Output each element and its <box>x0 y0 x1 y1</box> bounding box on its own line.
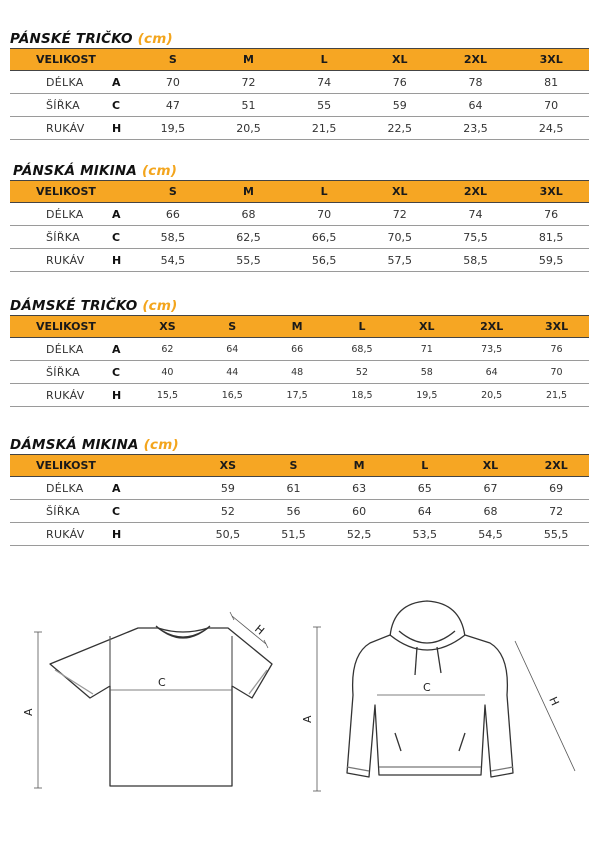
header-size: L <box>392 455 458 477</box>
cell: 66,5 <box>286 226 362 249</box>
header-size: XL <box>362 49 438 71</box>
table-section-mens-tshirt <box>10 30 589 140</box>
cell: 44 <box>200 361 265 384</box>
size-table-womens-tshirt <box>10 315 589 407</box>
header-size: L <box>286 181 362 203</box>
header-size: M <box>265 316 330 338</box>
cell: 58 <box>394 361 459 384</box>
cell: 74 <box>438 203 514 226</box>
cell: 22,5 <box>362 117 438 140</box>
row-label: DÉLKA <box>10 477 110 500</box>
label-c: C <box>423 681 431 694</box>
header-size: XL <box>458 455 524 477</box>
row-code: C <box>110 500 195 523</box>
row-code: A <box>110 203 135 226</box>
header-velikost: VELIKOST <box>10 316 135 338</box>
cell: 53,5 <box>392 523 458 546</box>
header-size: XL <box>362 181 438 203</box>
row-code: H <box>110 117 135 140</box>
section-title: PÁNSKÁ MIKINA (cm) <box>13 163 178 179</box>
cell: 50,5 <box>195 523 261 546</box>
tshirt-diagram <box>20 606 290 806</box>
cell: 54,5 <box>135 249 211 272</box>
row-code: A <box>110 71 135 94</box>
size-table-mens-tshirt <box>10 48 589 140</box>
table-row <box>10 249 589 272</box>
cell: 55,5 <box>523 523 589 546</box>
cell: 64 <box>459 361 524 384</box>
cell: 16,5 <box>200 384 265 407</box>
row-code: H <box>110 384 135 407</box>
row-label: RUKÁV <box>10 117 110 140</box>
cell: 78 <box>438 71 514 94</box>
cell: 64 <box>200 338 265 361</box>
cell: 55,5 <box>211 249 287 272</box>
cell: 66 <box>135 203 211 226</box>
cell: 67 <box>458 477 524 500</box>
cell: 54,5 <box>458 523 524 546</box>
cell: 55 <box>286 94 362 117</box>
row-label: DÉLKA <box>10 203 110 226</box>
row-code: C <box>110 361 135 384</box>
cell: 56,5 <box>286 249 362 272</box>
table-row <box>10 71 589 94</box>
cell: 52 <box>195 500 261 523</box>
header-size: S <box>135 49 211 71</box>
cell: 72 <box>523 500 589 523</box>
row-label: RUKÁV <box>10 249 110 272</box>
cell: 40 <box>135 361 200 384</box>
cell: 61 <box>261 477 327 500</box>
row-code: C <box>110 226 135 249</box>
row-label: DÉLKA <box>10 71 110 94</box>
cell: 72 <box>362 203 438 226</box>
header-size: 3XL <box>513 181 589 203</box>
cell: 59 <box>195 477 261 500</box>
row-label: ŠÍŘKA <box>10 361 110 384</box>
size-table-womens-hoodie <box>10 454 589 546</box>
cell: 70 <box>513 94 589 117</box>
header-size: S <box>200 316 265 338</box>
cell: 52 <box>330 361 395 384</box>
cell: 17,5 <box>265 384 330 407</box>
cell: 19,5 <box>135 117 211 140</box>
cell: 70 <box>135 71 211 94</box>
cell: 68,5 <box>330 338 395 361</box>
header-size: M <box>211 49 287 71</box>
cell: 58,5 <box>438 249 514 272</box>
row-code: A <box>110 477 195 500</box>
row-label: ŠÍŘKA <box>10 94 110 117</box>
cell: 56 <box>261 500 327 523</box>
cell: 81,5 <box>513 226 589 249</box>
cell: 62,5 <box>211 226 287 249</box>
cell: 69 <box>523 477 589 500</box>
cell: 68 <box>458 500 524 523</box>
cell: 76 <box>362 71 438 94</box>
cell: 70 <box>524 361 589 384</box>
hoodie-drawing <box>295 595 585 805</box>
label-c: C <box>158 676 166 689</box>
header-size: XL <box>394 316 459 338</box>
cell: 62 <box>135 338 200 361</box>
row-label: RUKÁV <box>10 523 110 546</box>
cell: 19,5 <box>394 384 459 407</box>
header-size: 3XL <box>513 49 589 71</box>
cell: 76 <box>513 203 589 226</box>
cell: 71 <box>394 338 459 361</box>
section-title: DÁMSKÉ TRIČKO (cm) <box>10 298 178 314</box>
table-section-mens-hoodie <box>10 162 589 272</box>
cell: 68 <box>211 203 287 226</box>
cell: 18,5 <box>330 384 395 407</box>
cell: 73,5 <box>459 338 524 361</box>
header-size: 2XL <box>438 181 514 203</box>
label-a: A <box>22 708 35 716</box>
cell: 57,5 <box>362 249 438 272</box>
size-table-mens-hoodie <box>10 180 589 272</box>
header-size: XS <box>135 316 200 338</box>
header-size: S <box>261 455 327 477</box>
cell: 76 <box>524 338 589 361</box>
label-a: A <box>301 715 314 723</box>
table-row <box>10 523 589 546</box>
table-section-womens-tshirt <box>10 297 589 407</box>
header-size: 2XL <box>459 316 524 338</box>
cell: 20,5 <box>211 117 287 140</box>
table-header-row <box>10 455 589 477</box>
cell: 47 <box>135 94 211 117</box>
table-row <box>10 384 589 407</box>
cell: 23,5 <box>438 117 514 140</box>
header-size: XS <box>195 455 261 477</box>
cell: 21,5 <box>286 117 362 140</box>
header-velikost: VELIKOST <box>10 455 195 477</box>
row-label: ŠÍŘKA <box>10 226 110 249</box>
row-code: H <box>110 523 195 546</box>
header-size: L <box>330 316 395 338</box>
label-h: H <box>546 694 562 708</box>
row-label: DÉLKA <box>10 338 110 361</box>
cell: 58,5 <box>135 226 211 249</box>
cell: 70,5 <box>362 226 438 249</box>
row-label: ŠÍŘKA <box>10 500 110 523</box>
header-size: 3XL <box>524 316 589 338</box>
cell: 21,5 <box>524 384 589 407</box>
header-velikost: VELIKOST <box>10 49 135 71</box>
table-row <box>10 203 589 226</box>
cell: 70 <box>286 203 362 226</box>
header-size: M <box>326 455 392 477</box>
header-size: L <box>286 49 362 71</box>
cell: 20,5 <box>459 384 524 407</box>
cell: 72 <box>211 71 287 94</box>
section-title: DÁMSKÁ MIKINA (cm) <box>10 437 179 453</box>
table-row <box>10 338 589 361</box>
table-row <box>10 500 589 523</box>
table-row <box>10 361 589 384</box>
cell: 75,5 <box>438 226 514 249</box>
cell: 51 <box>211 94 287 117</box>
header-size: 2XL <box>523 455 589 477</box>
table-row <box>10 94 589 117</box>
cell: 66 <box>265 338 330 361</box>
header-size: M <box>211 181 287 203</box>
table-row <box>10 117 589 140</box>
cell: 51,5 <box>261 523 327 546</box>
label-h: H <box>252 622 267 638</box>
header-size: 2XL <box>438 49 514 71</box>
cell: 60 <box>326 500 392 523</box>
hoodie-diagram <box>295 595 585 805</box>
cell: 48 <box>265 361 330 384</box>
cell: 59,5 <box>513 249 589 272</box>
cell: 65 <box>392 477 458 500</box>
cell: 81 <box>513 71 589 94</box>
row-code: A <box>110 338 135 361</box>
row-label: RUKÁV <box>10 384 110 407</box>
cell: 15,5 <box>135 384 200 407</box>
cell: 59 <box>362 94 438 117</box>
table-header-row <box>10 49 589 71</box>
row-code: H <box>110 249 135 272</box>
table-section-womens-hoodie <box>10 436 589 546</box>
cell: 63 <box>326 477 392 500</box>
header-velikost: VELIKOST <box>10 181 135 203</box>
table-header-row <box>10 316 589 338</box>
table-row <box>10 226 589 249</box>
cell: 52,5 <box>326 523 392 546</box>
table-header-row <box>10 181 589 203</box>
header-size: S <box>135 181 211 203</box>
table-row <box>10 477 589 500</box>
cell: 64 <box>392 500 458 523</box>
row-code: C <box>110 94 135 117</box>
cell: 64 <box>438 94 514 117</box>
cell: 24,5 <box>513 117 589 140</box>
tshirt-drawing <box>20 606 290 806</box>
section-title: PÁNSKÉ TRIČKO (cm) <box>10 31 173 47</box>
cell: 74 <box>286 71 362 94</box>
